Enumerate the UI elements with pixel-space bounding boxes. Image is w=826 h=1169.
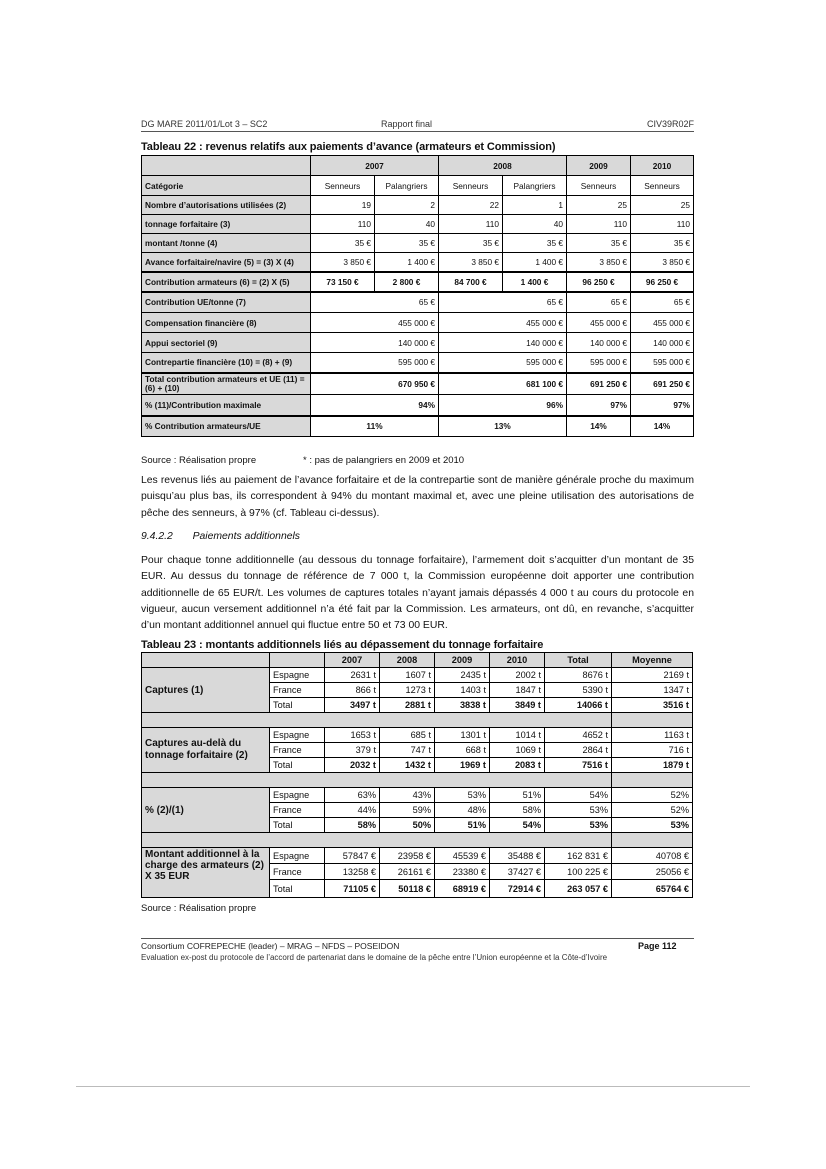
table-cell: 2002 t — [490, 668, 545, 683]
row-label: Nombre d’autorisations utilisées (2) — [142, 196, 311, 215]
table-cell: 2881 t — [380, 698, 435, 713]
table-row — [142, 395, 694, 416]
table22-category: Palangriers — [375, 176, 439, 196]
table-cell: 1069 t — [490, 743, 545, 758]
table-cell: 13258 € — [325, 864, 380, 880]
table-row — [142, 253, 694, 272]
table-cell: 35 € — [311, 234, 375, 253]
table-cell: 1432 t — [380, 758, 435, 773]
table-cell: 65 € — [567, 292, 631, 313]
table-cell: 35 € — [439, 234, 503, 253]
table-cell: 1969 t — [435, 758, 490, 773]
table-cell: 35 € — [631, 234, 694, 253]
paragraph-1: Les revenus liés au paiement de l’avance forfaitaire et de la contrepartie sont de manière générale proche du maximum puisqu’au plus bas, ils correspondent à 94% du montant maximal et, avec une pleine utilisation des autorisations de pêche des senneurs, à 97% (cf. Tableau ci-dessus). — [141, 475, 694, 519]
table-cell: 5390 t — [545, 683, 612, 698]
table-cell: 48% — [435, 803, 490, 818]
table-cell: 84 700 € — [439, 272, 503, 292]
table-cell: 58% — [490, 803, 545, 818]
table-cell: 1 — [503, 196, 567, 215]
table-cell: 670 950 € — [311, 373, 439, 395]
table-cell: 110 — [439, 215, 503, 234]
row-label: montant /tonne (4) — [142, 234, 311, 253]
table-cell: 1847 t — [490, 683, 545, 698]
table-row — [142, 353, 694, 373]
table-cell: 1653 t — [325, 728, 380, 743]
table22-category: Senneurs — [439, 176, 503, 196]
table-cell: 96 250 € — [631, 272, 694, 292]
table-cell: 53% — [545, 818, 612, 833]
table-cell: 65 € — [631, 292, 694, 313]
table-cell: 22 — [439, 196, 503, 215]
table-cell: 37427 € — [490, 864, 545, 880]
row-label: % Contribution armateurs/UE — [142, 416, 311, 437]
table-cell: 14% — [567, 416, 631, 437]
table-cell: 2 800 € — [375, 272, 439, 292]
table-cell: 45539 € — [435, 848, 490, 864]
table-spacer-row — [142, 773, 693, 788]
group-label: Captures au-delà du tonnage forfaitaire (2) — [142, 728, 270, 773]
footer-line-2: Evaluation ex-post du protocole de l’accord de partenariat dans le domaine de la pêche entre l’Union européenne et la Côte-d’Ivoire — [141, 953, 608, 962]
table-cell: 140 000 € — [567, 333, 631, 353]
table23-title: Tableau 23 : montants additionnels liés au dépassement du tonnage forfaitaire — [141, 639, 544, 651]
table-cell: 1879 t — [612, 758, 693, 773]
table-cell: 691 250 € — [567, 373, 631, 395]
table-cell: 3516 t — [612, 698, 693, 713]
table-row — [142, 196, 694, 215]
table-cell: 35 € — [503, 234, 567, 253]
table-cell: 53% — [612, 818, 693, 833]
table22-note: * : pas de palangriers en 2009 et 2010 — [303, 455, 465, 466]
table22-category-row — [142, 176, 694, 196]
table-cell: 685 t — [380, 728, 435, 743]
table23-header: 2010 — [490, 653, 545, 668]
table-cell: 455 000 € — [631, 313, 694, 333]
table-cell: 110 — [311, 215, 375, 234]
table-cell: 2 — [375, 196, 439, 215]
table23-header: Moyenne — [612, 653, 693, 668]
table-cell: 2864 t — [545, 743, 612, 758]
section-heading — [141, 531, 300, 542]
table-cell: 681 100 € — [439, 373, 567, 395]
table22-title: Tableau 22 : revenus relatifs aux paiements d’avance (armateurs et Commission) — [141, 141, 556, 153]
table-cell: 668 t — [435, 743, 490, 758]
sub-label: Espagne — [270, 788, 325, 803]
page-number: Page 112 — [638, 941, 677, 951]
table22-category: Palangriers — [503, 176, 567, 196]
table-cell: 100 225 € — [545, 864, 612, 880]
table-cell: 96 250 € — [567, 272, 631, 292]
table-cell: 11% — [311, 416, 439, 437]
table-cell: 4652 t — [545, 728, 612, 743]
table-cell: 13% — [439, 416, 567, 437]
sub-label: France — [270, 864, 325, 880]
table-cell: 63% — [325, 788, 380, 803]
table-cell: 40708 € — [612, 848, 693, 864]
header-right: CIV39R02F — [646, 119, 694, 129]
header-center: Rapport final — [381, 119, 433, 129]
row-label: tonnage forfaitaire (3) — [142, 215, 311, 234]
table-cell: 1014 t — [490, 728, 545, 743]
row-label: Contribution armateurs (6) = (2) X (5) — [142, 272, 311, 292]
table-row — [142, 215, 694, 234]
table-cell: 65 € — [311, 292, 439, 313]
table-cell: 455 000 € — [311, 313, 439, 333]
table-spacer-row — [142, 833, 693, 848]
sub-label: Espagne — [270, 668, 325, 683]
table-cell: 3838 t — [435, 698, 490, 713]
sub-label: Total — [270, 758, 325, 773]
section-title: Paiements additionnels — [192, 531, 301, 542]
table-cell: 3 850 € — [631, 253, 694, 272]
row-label: Avance forfaitaire/navire (5) = (3) X (4) — [142, 253, 311, 272]
table-cell: 57847 € — [325, 848, 380, 864]
table-row — [142, 728, 693, 743]
table-cell: 25 — [631, 196, 694, 215]
table-cell: 52% — [612, 788, 693, 803]
table-cell: 97% — [631, 395, 694, 416]
table-cell: 53% — [545, 803, 612, 818]
table-cell: 53% — [435, 788, 490, 803]
sub-label: France — [270, 743, 325, 758]
table23-header-row — [142, 653, 693, 668]
table-cell: 43% — [380, 788, 435, 803]
table22-year: 2008 — [439, 156, 567, 176]
table-cell: 97% — [567, 395, 631, 416]
table-cell: 35 € — [567, 234, 631, 253]
table-row — [142, 668, 693, 683]
table-cell: 68919 € — [435, 880, 490, 898]
table-cell: 72914 € — [490, 880, 545, 898]
table-cell: 2631 t — [325, 668, 380, 683]
table-cell: 50118 € — [380, 880, 435, 898]
table-cell: 1163 t — [612, 728, 693, 743]
table-cell: 162 831 € — [545, 848, 612, 864]
header-left: DG MARE 2011/01/Lot 3 – SC2 — [141, 119, 268, 129]
table-cell: 866 t — [325, 683, 380, 698]
table-cell: 23958 € — [380, 848, 435, 864]
table22-category-label: Catégorie — [142, 176, 311, 196]
table-cell: 96% — [439, 395, 567, 416]
table-cell: 3 850 € — [311, 253, 375, 272]
row-label: Total contribution armateurs et UE (11) = (6) + (10) — [142, 373, 311, 395]
table-cell: 54% — [490, 818, 545, 833]
table22-category: Senneurs — [311, 176, 375, 196]
table-cell: 71105 € — [325, 880, 380, 898]
table-cell: 140 000 € — [311, 333, 439, 353]
table-cell: 40 — [503, 215, 567, 234]
row-label: Contribution UE/tonne (7) — [142, 292, 311, 313]
table-cell: 1347 t — [612, 683, 693, 698]
table-cell: 140 000 € — [631, 333, 694, 353]
table22-category: Senneurs — [567, 176, 631, 196]
table-cell: 140 000 € — [439, 333, 567, 353]
paragraph-2: Pour chaque tonne additionnelle (au dessous du tonnage forfaitaire), l’armement doit s’acquitter d’un montant de 35 EUR. Au dessus du tonnage de référence de 7 000 t, la Commission européenne doit apporter une contribution additionnelle de 65 EUR/t. Les volumes de captures totales n’ayant jamais dépassés 4 000 t au cours du protocole en vigueur, aucun versement additionnel n’a été fait par la Commission. Les armateurs, ont dû, en revanche, s’acquitter d’un montant additionnel annuel qui fluctue entre 50 et 73 00 EUR. — [141, 555, 694, 632]
table-spacer-row — [142, 713, 693, 728]
row-label: Appui sectoriel (9) — [142, 333, 311, 353]
table22-year: 2007 — [311, 156, 439, 176]
sub-label: Total — [270, 880, 325, 898]
table23-header: 2007 — [325, 653, 380, 668]
table22-year-row — [142, 156, 694, 176]
table-cell: 2032 t — [325, 758, 380, 773]
group-label: Captures (1) — [142, 668, 270, 713]
table-cell: 1607 t — [380, 668, 435, 683]
table-cell: 19 — [311, 196, 375, 215]
table-cell: 3 850 € — [567, 253, 631, 272]
section-number: 9.4.2.2 — [141, 531, 173, 542]
table-cell: 73 150 € — [311, 272, 375, 292]
table-cell: 14066 t — [545, 698, 612, 713]
table-cell: 263 057 € — [545, 880, 612, 898]
table-cell: 2169 t — [612, 668, 693, 683]
table-cell: 455 000 € — [439, 313, 567, 333]
table-cell: 747 t — [380, 743, 435, 758]
table-cell: 1403 t — [435, 683, 490, 698]
table-cell: 23380 € — [435, 864, 490, 880]
table22-year: 2010 — [631, 156, 694, 176]
footer-rule — [141, 938, 694, 939]
table-cell: 25056 € — [612, 864, 693, 880]
table-cell: 58% — [325, 818, 380, 833]
table-row — [142, 272, 694, 292]
sub-label: Espagne — [270, 728, 325, 743]
table-cell: 25 — [567, 196, 631, 215]
table-cell: 1 400 € — [503, 253, 567, 272]
table22-category: Senneurs — [631, 176, 694, 196]
table-cell: 65764 € — [612, 880, 693, 898]
sub-label: Total — [270, 818, 325, 833]
table-row — [142, 373, 694, 395]
table-cell: 1301 t — [435, 728, 490, 743]
table23-header: Total — [545, 653, 612, 668]
table-cell: 3497 t — [325, 698, 380, 713]
table-row — [142, 848, 693, 864]
table-cell: 65 € — [439, 292, 567, 313]
table23-header: 2009 — [435, 653, 490, 668]
table23 — [141, 652, 693, 898]
table-cell: 35488 € — [490, 848, 545, 864]
table-cell: 59% — [380, 803, 435, 818]
table-cell: 595 000 € — [567, 353, 631, 373]
table-cell: 50% — [380, 818, 435, 833]
table-cell: 595 000 € — [631, 353, 694, 373]
table-cell: 8676 t — [545, 668, 612, 683]
table-cell: 2083 t — [490, 758, 545, 773]
table-row — [142, 292, 694, 313]
table22-year: 2009 — [567, 156, 631, 176]
table-cell: 52% — [612, 803, 693, 818]
table-cell: 51% — [435, 818, 490, 833]
table-cell: 1 400 € — [503, 272, 567, 292]
sub-label: France — [270, 803, 325, 818]
footer-line-1: Consortium COFREPECHE (leader) – MRAG – NFDS – POSEIDON — [141, 941, 400, 951]
table-cell: 35 € — [375, 234, 439, 253]
sub-label: Espagne — [270, 848, 325, 864]
table-cell: 14% — [631, 416, 694, 437]
table-cell: 2435 t — [435, 668, 490, 683]
table-cell: 379 t — [325, 743, 380, 758]
table22 — [141, 155, 694, 437]
table-cell: 7516 t — [545, 758, 612, 773]
table-cell: 3849 t — [490, 698, 545, 713]
sub-label: Total — [270, 698, 325, 713]
table23-header: 2008 — [380, 653, 435, 668]
table-cell: 691 250 € — [631, 373, 694, 395]
row-label: Contrepartie financière (10) = (8) + (9) — [142, 353, 311, 373]
table-cell: 51% — [490, 788, 545, 803]
table-cell: 1273 t — [380, 683, 435, 698]
table23-source: Source : Réalisation propre — [141, 903, 257, 914]
table-row — [142, 333, 694, 353]
group-label: Montant additionnel à la charge des armateurs (2) X 35 EUR — [142, 848, 270, 898]
sub-label: France — [270, 683, 325, 698]
table-row — [142, 416, 694, 437]
row-label: % (11)/Contribution maximale — [142, 395, 311, 416]
header-rule — [141, 131, 694, 132]
table-cell: 94% — [311, 395, 439, 416]
table-cell: 595 000 € — [311, 353, 439, 373]
table-cell: 110 — [567, 215, 631, 234]
table22-source: Source : Réalisation propre — [141, 455, 257, 466]
table-cell: 40 — [375, 215, 439, 234]
table-cell: 110 — [631, 215, 694, 234]
table-cell: 716 t — [612, 743, 693, 758]
table-row — [142, 788, 693, 803]
table-cell: 44% — [325, 803, 380, 818]
table-cell: 455 000 € — [567, 313, 631, 333]
table-row — [142, 313, 694, 333]
group-label: % (2)/(1) — [142, 788, 270, 833]
table-cell: 3 850 € — [439, 253, 503, 272]
table-cell: 595 000 € — [439, 353, 567, 373]
table-cell: 26161 € — [380, 864, 435, 880]
table-cell: 54% — [545, 788, 612, 803]
table-cell: 1 400 € — [375, 253, 439, 272]
page-bottom-rule — [76, 1086, 750, 1087]
table-row — [142, 234, 694, 253]
row-label: Compensation financière (8) — [142, 313, 311, 333]
